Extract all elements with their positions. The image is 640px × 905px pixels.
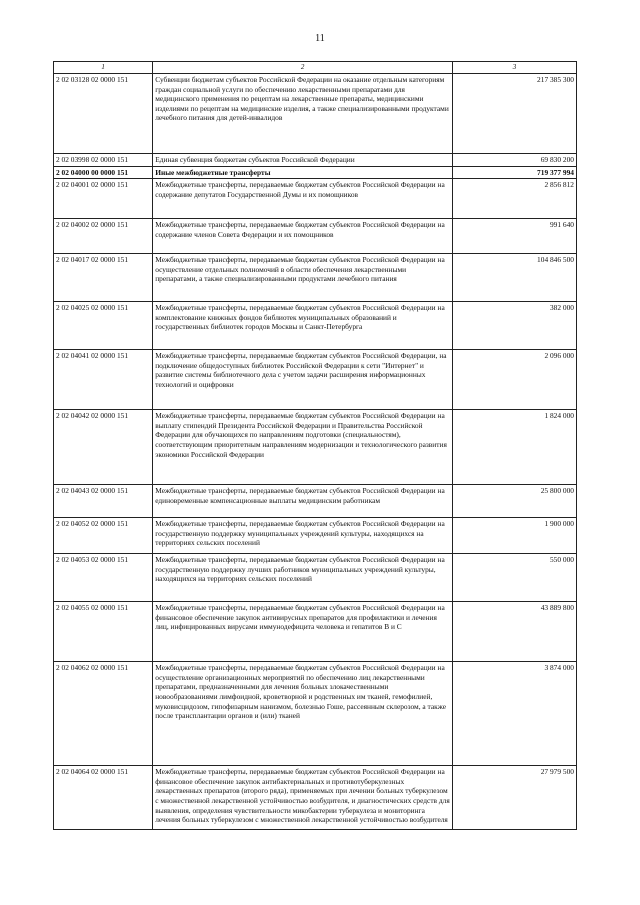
table-row xyxy=(54,219,577,254)
page-number: 11 xyxy=(315,33,325,44)
budget-code-cell: 2 02 04041 02 0000 151 xyxy=(54,350,153,410)
description-cell: Межбюджетные трансферты, передаваемые бюджетам субъектов Российской Федерации на комплектование книжных фондов библиотек муниципальных образований и государственных библиотек городов Москвы и Санкт-Петербурга xyxy=(153,302,453,350)
amount-cell: 2 096 000 xyxy=(452,350,576,410)
table-row xyxy=(54,766,577,830)
table-body xyxy=(54,74,577,830)
budget-code-cell: 2 02 04001 02 0000 151 xyxy=(54,179,153,219)
budget-code-cell: 2 02 04062 02 0000 151 xyxy=(54,662,153,766)
table-row xyxy=(54,485,577,518)
table-row xyxy=(54,350,577,410)
amount-cell: 27 979 500 xyxy=(452,766,576,830)
amount-cell: 217 385 300 xyxy=(452,74,576,154)
table-row xyxy=(54,179,577,219)
budget-table xyxy=(53,61,577,830)
amount-cell: 1 900 000 xyxy=(452,518,576,554)
description-cell: Межбюджетные трансферты, передаваемые бюджетам субъектов Российской Федерации на государственную поддержку муниципальных учреждений культуры, находящихся на территориях сельских поселений xyxy=(153,518,453,554)
column-number-3: 3 xyxy=(452,62,576,74)
budget-code-cell: 2 02 03998 02 0000 151 xyxy=(54,154,153,167)
table-row xyxy=(54,74,577,154)
amount-cell: 3 874 000 xyxy=(452,662,576,766)
budget-code-cell: 2 02 04002 02 0000 151 xyxy=(54,219,153,254)
amount-cell: 550 000 xyxy=(452,554,576,602)
amount-cell: 43 889 800 xyxy=(452,602,576,662)
amount-cell: 991 640 xyxy=(452,219,576,254)
amount-cell: 104 846 500 xyxy=(452,254,576,302)
table-row xyxy=(54,662,577,766)
description-cell: Иные межбюджетные трансферты xyxy=(153,166,453,179)
table-row xyxy=(54,602,577,662)
description-cell: Единая субвенция бюджетам субъектов Российской Федерации xyxy=(153,154,453,167)
description-cell: Межбюджетные трансферты, передаваемые бюджетам субъектов Российской Федерации, на подключение общедоступных библиотек Российской Федерации к сети "Интернет" и развитие системы библиотечного дела с учетом задачи расширения информационных технологий и оцифровки xyxy=(153,350,453,410)
budget-code-cell: 2 02 04000 00 0000 151 xyxy=(54,166,153,179)
budget-code-cell: 2 02 04042 02 0000 151 xyxy=(54,410,153,485)
description-cell: Межбюджетные трансферты, передаваемые бюджетам субъектов Российской Федерации на осуществление отдельных полномочий в области обеспечения лекарственными препаратами, а также специализированными продуктами лечебного питания xyxy=(153,254,453,302)
description-cell: Межбюджетные трансферты, передаваемые бюджетам субъектов Российской Федерации на содержание членов Совета Федерации и их помощников xyxy=(153,219,453,254)
column-number-2: 2 xyxy=(153,62,453,74)
table-row xyxy=(54,154,577,167)
budget-code-cell: 2 02 04055 02 0000 151 xyxy=(54,602,153,662)
amount-cell: 382 000 xyxy=(452,302,576,350)
table-row xyxy=(54,518,577,554)
description-cell: Межбюджетные трансферты, передаваемые бюджетам субъектов Российской Федерации на финансовое обеспечение закупок антибактериальных и противотуберкулезных лекарственных препаратов (второго ряда), применяемых при лечении больных туберкулезом с множественной лекарственной устойчивостью возбудителя, и диагностических средств для выявления, определения чувствительности микобактерии туберкулеза и мониторинга лечения больных туберкулезом с множественной лекарственной устойчивостью возбудителя xyxy=(153,766,453,830)
description-cell: Межбюджетные трансферты, передаваемые бюджетам субъектов Российской Федерации на содержание депутатов Государственной Думы и их помощников xyxy=(153,179,453,219)
description-cell: Межбюджетные трансферты, передаваемые бюджетам субъектов Российской Федерации на единовременные компенсационные выплаты медицинским работникам xyxy=(153,485,453,518)
budget-code-cell: 2 02 04064 02 0000 151 xyxy=(54,766,153,830)
table-row xyxy=(54,554,577,602)
amount-cell: 719 377 994 xyxy=(452,166,576,179)
column-number-1: 1 xyxy=(54,62,153,74)
budget-code-cell: 2 02 03128 02 0000 151 xyxy=(54,74,153,154)
budget-code-cell: 2 02 04025 02 0000 151 xyxy=(54,302,153,350)
description-cell: Межбюджетные трансферты, передаваемые бюджетам субъектов Российской Федерации на финансовое обеспечение закупок антивирусных препаратов для профилактики и лечения лиц, инфицированных вирусами иммунодефицита человека и гепатитов В и С xyxy=(153,602,453,662)
budget-code-cell: 2 02 04017 02 0000 151 xyxy=(54,254,153,302)
column-number-row xyxy=(54,62,577,74)
amount-cell: 25 800 000 xyxy=(452,485,576,518)
description-cell: Межбюджетные трансферты, передаваемые бюджетам субъектов Российской Федерации на выплату стипендий Президента Российской Федерации и Правительства Российской Федерации для обучающихся по направлениям подготовки (специальностям), соответствующим приоритетным направлениям модернизации и технологического развития экономики Российской Федерации xyxy=(153,410,453,485)
budget-code-cell: 2 02 04053 02 0000 151 xyxy=(54,554,153,602)
table-row xyxy=(54,410,577,485)
amount-cell: 69 830 200 xyxy=(452,154,576,167)
table-row xyxy=(54,166,577,179)
amount-cell: 1 824 000 xyxy=(452,410,576,485)
table-row xyxy=(54,254,577,302)
table-row xyxy=(54,302,577,350)
description-cell: Межбюджетные трансферты, передаваемые бюджетам субъектов Российской Федерации на государственную поддержку лучших работников муниципальных учреждений культуры, находящихся на территориях сельских поселений xyxy=(153,554,453,602)
budget-code-cell: 2 02 04043 02 0000 151 xyxy=(54,485,153,518)
amount-cell: 2 856 812 xyxy=(452,179,576,219)
description-cell: Межбюджетные трансферты, передаваемые бюджетам субъектов Российской Федерации на осуществление организационных мероприятий по обеспечению лиц лекарственными препаратами, предназначенными для лечения больных злокачественными новообразованиями лимфоидной, кроветворной и родственных им тканей, гемофилией, муковисцидозом, гипофизарным нанизмом, болезнью Гоше, рассеянным склерозом, а также после трансплантации органов и (или) тканей xyxy=(153,662,453,766)
budget-code-cell: 2 02 04052 02 0000 151 xyxy=(54,518,153,554)
description-cell: Субвенции бюджетам субъектов Российской Федерации на оказание отдельным категориям граждан социальной услуги по обеспечению лекарственными препаратами для медицинского применения по рецептам на лекарственные препараты, медицинскими изделиями по рецептам на медицинские изделия, а также специализированными продуктами лечебного питания для детей-инвалидов xyxy=(153,74,453,154)
